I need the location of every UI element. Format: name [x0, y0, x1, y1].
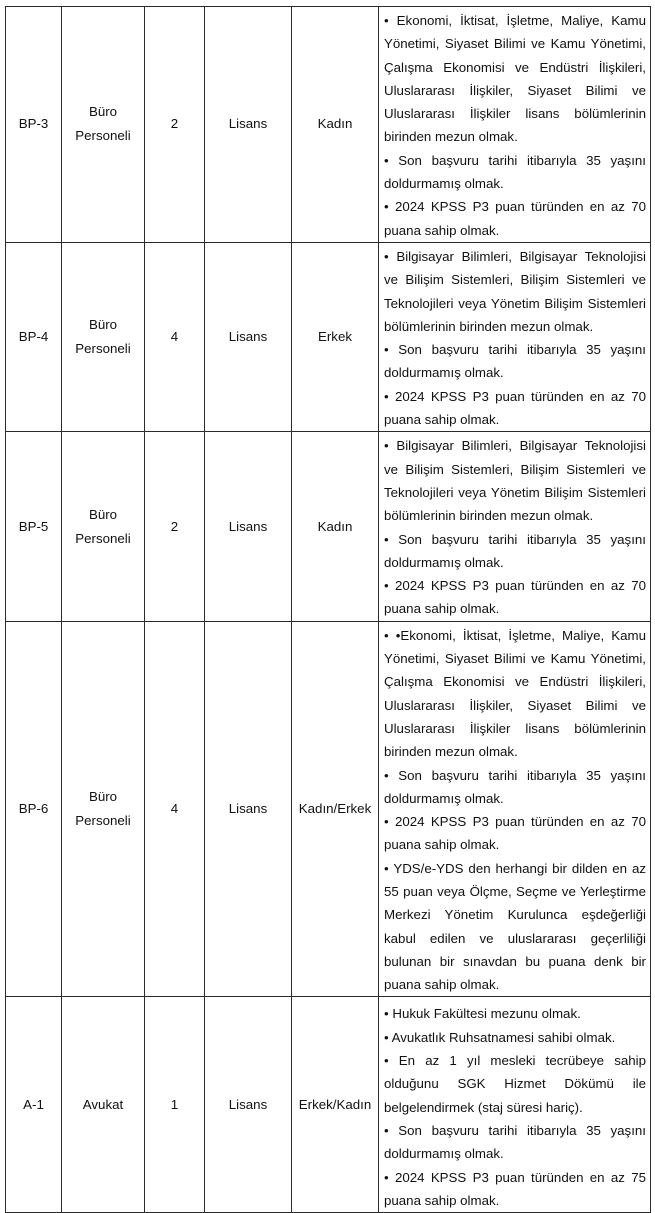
- requirement-item: • En az 1 yıl mesleki tecrübeye sahip olduğunu SGK Hizmet Dökümü ile belgelendirmek (staj süresi hariç).: [384, 1053, 646, 1115]
- gender: Kadın: [292, 432, 379, 621]
- education-level: Lisans: [205, 242, 292, 431]
- position-title: Büro Personeli: [62, 621, 145, 997]
- education-level: Lisans: [205, 997, 292, 1213]
- table-row: [6, 7, 651, 243]
- requirements-cell: [379, 621, 651, 997]
- table-row: [6, 997, 651, 1213]
- requirement-item: • 2024 KPSS P3 puan türünden en az 70 puana sahip olmak.: [384, 814, 646, 853]
- requirement-item: • Bilgisayar Bilimleri, Bilgisayar Teknolojisi ve Bilişim Sistemleri, Bilişim Sistemleri ve Teknolojileri veya Yönetim Bilişim Sistemleri bölümlerinin birinden mezun olmak.: [384, 248, 646, 334]
- gender: Kadın: [292, 7, 379, 243]
- position-title: Büro Personeli: [62, 432, 145, 621]
- requirement-item: • Hukuk Fakültesi mezunu olmak.: [384, 1006, 581, 1022]
- position-code: A-1: [6, 997, 62, 1213]
- education-level: Lisans: [205, 7, 292, 243]
- position-count: 4: [145, 242, 205, 431]
- requirement-item: • Bilgisayar Bilimleri, Bilgisayar Teknolojisi ve Bilişim Sistemleri, Bilişim Sistemleri ve Teknolojileri veya Yönetim Bilişim Sistemleri bölümlerinin birinden mezun olmak.: [384, 438, 646, 524]
- requirement-item: • Ekonomi, İktisat, İşletme, Maliye, Kamu Yönetimi, Siyaset Bilimi ve Kamu Yönetimi, Çalışma Ekonomisi ve Endüstri İlişkileri, Uluslararası İlişkiler, Siyaset Bilimi ve Uluslararası İlişkiler lisans bölümlerinin birinden mezun olmak.: [384, 13, 646, 145]
- position-title: Avukat: [62, 997, 145, 1213]
- requirement-item: • 2024 KPSS P3 puan türünden en az 70 puana sahip olmak.: [384, 199, 646, 238]
- requirement-item: • Son başvuru tarihi itibarıyla 35 yaşını doldurmamış olmak.: [384, 152, 646, 192]
- requirement-item: • Son başvuru tarihi itibarıyla 35 yaşını doldurmamış olmak.: [384, 342, 646, 381]
- position-count: 4: [145, 621, 205, 997]
- requirements-table: [5, 6, 651, 1213]
- gender: Kadın/Erkek: [292, 621, 379, 997]
- requirements-cell: [379, 7, 651, 243]
- education-level: Lisans: [205, 432, 292, 621]
- position-code: BP-6: [6, 621, 62, 997]
- table-row: [6, 432, 651, 621]
- requirement-item: • Avukatlık Ruhsatnamesi sahibi olmak.: [384, 1029, 616, 1045]
- position-code: BP-5: [6, 432, 62, 621]
- requirement-item: • Son başvuru tarihi itibarıyla 35 yaşını doldurmamış olmak.: [384, 767, 646, 806]
- gender: Erkek: [292, 242, 379, 431]
- position-title: Büro Personeli: [62, 242, 145, 431]
- requirement-item: • Son başvuru tarihi itibarıyla 35 yaşını doldurmamış olmak.: [384, 531, 646, 570]
- requirements-cell: [379, 242, 651, 431]
- requirements-cell: [379, 997, 651, 1213]
- position-count: 2: [145, 432, 205, 621]
- gender: Erkek/Kadın: [292, 997, 379, 1213]
- position-title: Büro Personeli: [62, 7, 145, 243]
- requirement-item: • YDS/e-YDS den herhangi bir dilden en az 55 puan veya Ölçme, Seçme ve Yerleştirme Merkezi Yönetim Kurulunca eşdeğerliği kabul edilen ve uluslararası geçerliliği bulunan bir sınavdan bu puana denk bir puana sahip olmak.: [384, 860, 646, 993]
- requirement-item: • 2024 KPSS P3 puan türünden en az 70 puana sahip olmak.: [384, 578, 646, 617]
- education-level: Lisans: [205, 621, 292, 997]
- requirement-item: • Son başvuru tarihi itibarıyla 35 yaşını doldurmamış olmak.: [384, 1122, 646, 1162]
- requirement-item: • 2024 KPSS P3 puan türünden en az 75 puana sahip olmak.: [384, 1169, 646, 1208]
- table-row: [6, 621, 651, 997]
- position-count: 2: [145, 7, 205, 243]
- requirement-item: • •Ekonomi, İktisat, İşletme, Maliye, Kamu Yönetimi, Siyaset Bilimi ve Kamu Yönetimi, Çalışma Ekonomisi ve Endüstri İlişkileri, Uluslararası İlişkiler, Siyaset Bilimi ve Uluslararası İlişkiler lisans bölümlerinin birinden mezun olmak.: [384, 627, 646, 760]
- table-row: [6, 242, 651, 431]
- requirements-cell: [379, 432, 651, 621]
- position-code: BP-4: [6, 242, 62, 431]
- position-count: 1: [145, 997, 205, 1213]
- requirement-item: • 2024 KPSS P3 puan türünden en az 70 puana sahip olmak.: [384, 388, 646, 428]
- position-code: BP-3: [6, 7, 62, 243]
